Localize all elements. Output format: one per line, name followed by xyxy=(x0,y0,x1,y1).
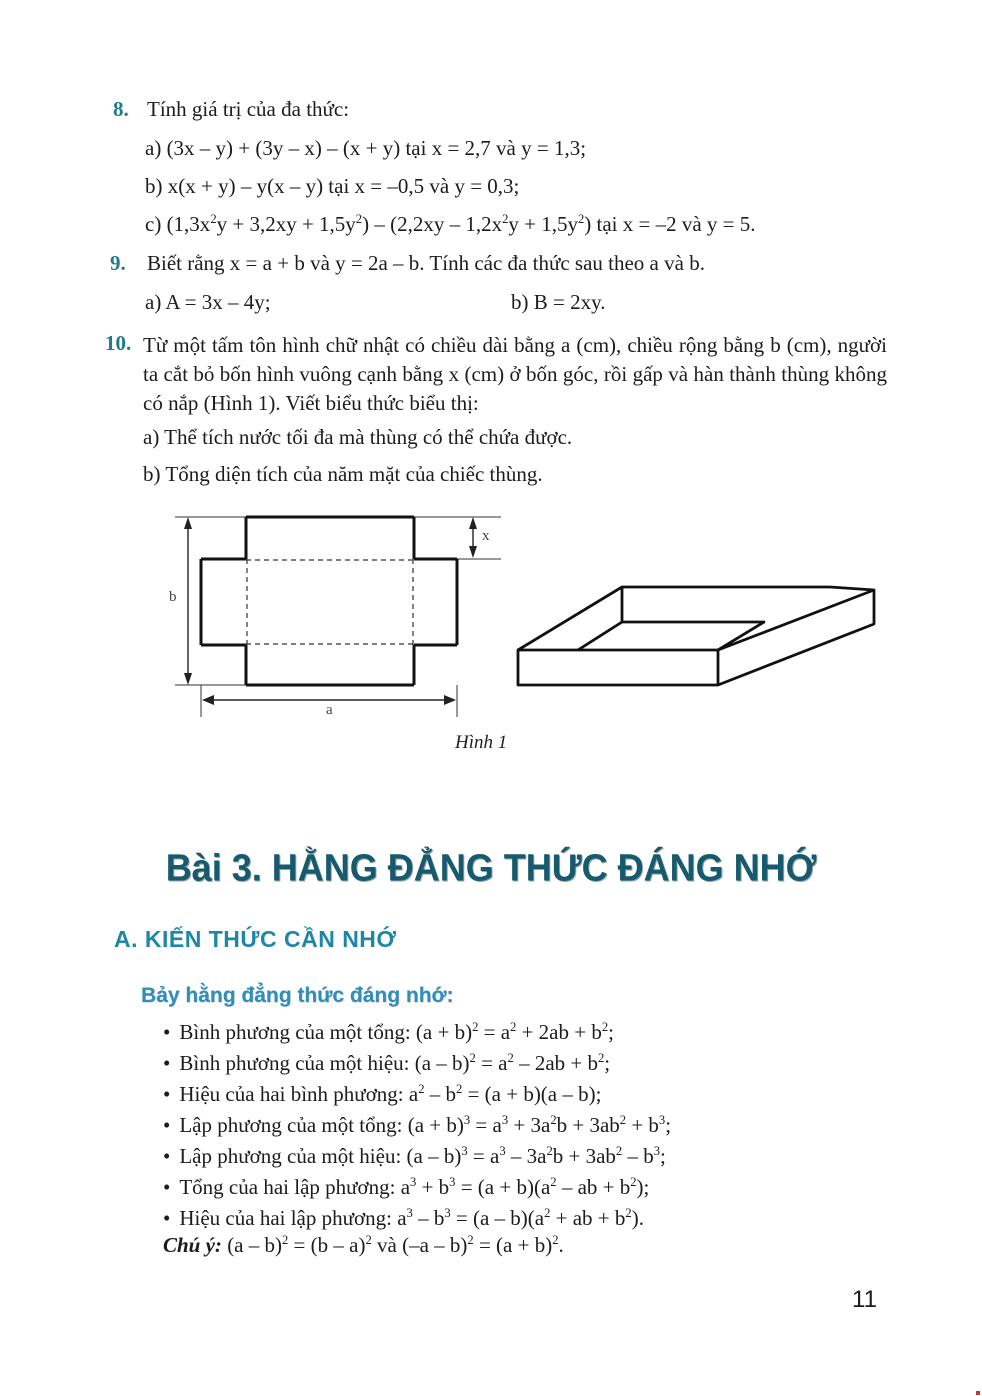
problem-8-intro: Tính giá trị của đa thức: xyxy=(147,97,350,121)
identity-cube-of-difference: • Lập phương của một hiệu: $(a - b)^3 = a^3 - 3a^2b + 3ab^2 - b^3$; xyxy=(163,1141,671,1172)
dimension-reference-lines xyxy=(175,517,501,717)
problem-10-part-b: b) Tổng diện tích của năm mặt của chiếc thùng. xyxy=(143,462,543,486)
figure-1-caption: Hình 1 xyxy=(455,732,508,753)
net-outline xyxy=(201,517,457,685)
problem-8-part-c: c) $(1,3x^2y + 3,2xy + 1,5y^2) - (2,2xy - 1,2x^2y + 1,5y^2)$ tại x = –2 và y = 5. xyxy=(145,212,756,236)
note-line xyxy=(163,1233,564,1258)
identities-list xyxy=(163,1017,671,1234)
dimension-arrows xyxy=(188,524,473,700)
problem-9-part-b: b) B = 2xy. xyxy=(511,290,606,314)
identity-square-of-sum: • Bình phương của một tổng: $(a + b)^2 = a^2 + 2ab + b^2$; xyxy=(163,1017,671,1048)
identity-sum-of-cubes: • Tổng của hai lập phương: $a^3 + b^3 = (a + b)(a^2$ – ab + $b^2$); xyxy=(163,1172,671,1203)
page-number: 11 xyxy=(852,1286,877,1313)
note-content: (a – b)$^2$ = (b – a)$^2$ và $(-a - b)^2 = (a + b)^2$. xyxy=(221,1233,564,1257)
problem-9-part-a: a) A = 3x – 4y; xyxy=(145,290,271,314)
corner-dot xyxy=(976,1391,980,1395)
figure-1-drawing xyxy=(160,505,880,733)
identities-subheading: Bảy hằng đẳng thức đáng nhớ: xyxy=(141,984,454,1007)
section-a-title: A. KIẾN THỨC CẦN NHỚ xyxy=(114,926,397,952)
problem-8-part-b: b) x(x + y) – y(x – y) tại x = –0,5 và y = 0,3; xyxy=(145,174,520,198)
dimension-label-b: b xyxy=(169,589,177,605)
identity-cube-of-sum: • Lập phương của một tổng: $(a + b)^3 = a^3 + 3a^2b + 3ab^2 + b^3$; xyxy=(163,1110,671,1141)
dimension-label-x: x xyxy=(482,528,490,544)
problem-10-body: Từ một tấm tôn hình chữ nhật có chiều dài bằng a (cm), chiều rộng bằng b (cm), người ta cắt bỏ bốn hình vuông cạnh bằng x (cm) ở bốn góc, rồi gấp và hàn thành thùng không có nắp (Hình 1). Viết biểu thức biểu thị: xyxy=(143,333,887,415)
problem-9-number: 9. xyxy=(110,251,126,275)
identity-difference-of-squares: • Hiệu của hai bình phương: $a^2 - b^2 = (a + b)(a - b)$; xyxy=(163,1079,671,1110)
arrowheads xyxy=(184,517,477,705)
identity-difference-of-cubes: • Hiệu của hai lập phương: $a^3 - b^3 = (a - b)(a^2$ + ab + $b^2$). xyxy=(163,1203,671,1234)
lesson-3-title: Bài 3. HẰNG ĐẲNG THỨC ĐÁNG NHỚ xyxy=(165,846,817,890)
dimension-label-a: a xyxy=(326,702,333,718)
problem-9-intro: Biết rằng x = a + b và y = 2a – b. Tính các đa thức sau theo a và b. xyxy=(147,251,705,275)
open-box-3d xyxy=(518,587,874,685)
identity-square-of-difference: • Bình phương của một hiệu: $(a - b)^2 = a^2 - 2ab + b^2$; xyxy=(163,1048,671,1079)
problem-8-part-a: a) (3x – y) + (3y – x) – (x + y) tại x = 2,7 và y = 1,3; xyxy=(145,136,587,160)
problem-8-number: 8. xyxy=(113,97,129,121)
net-fold-lines xyxy=(246,559,414,645)
problem-10-part-a: a) Thể tích nước tối đa mà thùng có thể chứa được. xyxy=(143,425,573,449)
note-label: Chú ý: xyxy=(163,1233,222,1257)
problem-10-number: 10. xyxy=(105,331,132,355)
